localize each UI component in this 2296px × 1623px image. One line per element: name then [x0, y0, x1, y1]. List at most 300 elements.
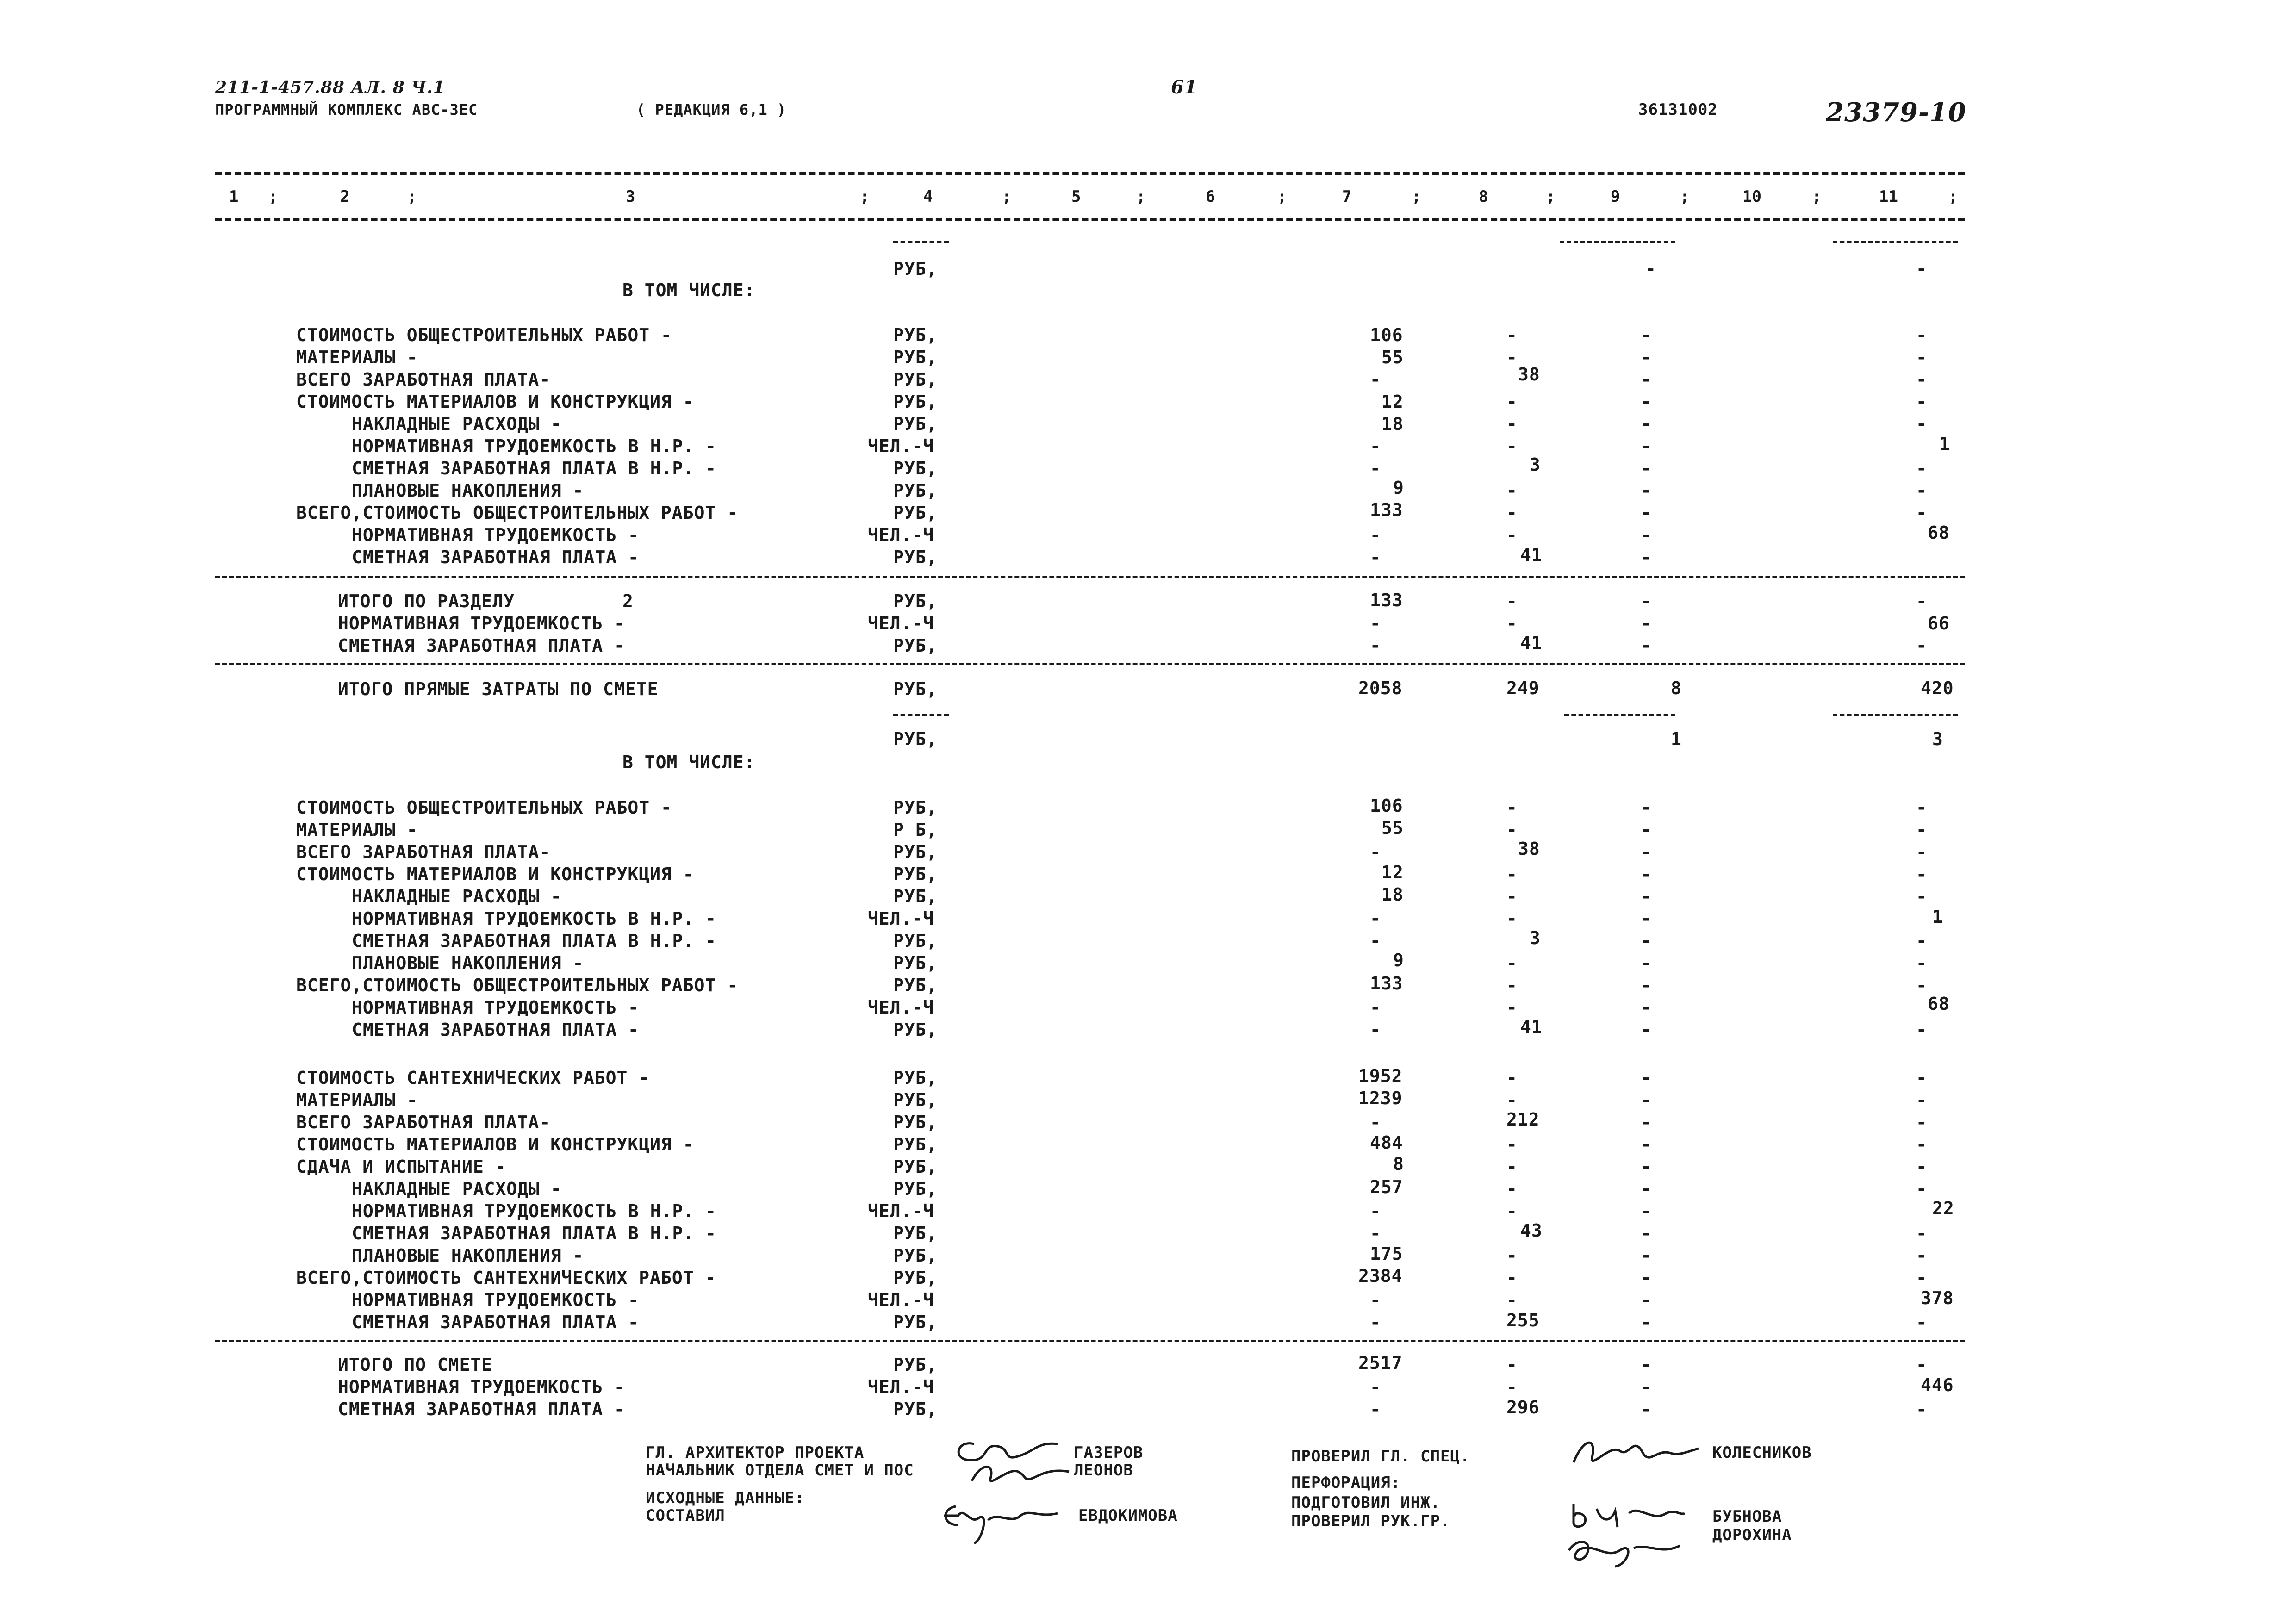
column-divider: ; [407, 187, 417, 206]
value-cell: - [1645, 259, 1656, 279]
value-cell: 420 [1921, 678, 1954, 698]
row-label: ВСЕГО ЗАРАБОТНАЯ ПЛАТА- [296, 842, 551, 862]
value-cell: - [1506, 392, 1518, 412]
value-cell: 9 [1393, 950, 1404, 970]
row-label: СМЕТНАЯ ЗАРАБОТНАЯ ПЛАТА - [352, 547, 639, 567]
value-cell: 8 [1393, 1154, 1404, 1174]
row-label: СМЕТНАЯ ЗАРАБОТНАЯ ПЛАТА - [352, 1020, 639, 1040]
row-label: ПЛАНОВЫЕ НАКОПЛЕНИЯ - [352, 480, 584, 501]
unit-cell: РУБ, [893, 347, 938, 367]
column-number: 7 [1342, 187, 1352, 206]
value-cell: 41 [1520, 545, 1543, 565]
column-divider: ; [1277, 187, 1287, 206]
value-cell: - [1916, 953, 1927, 973]
value-cell: - [1641, 392, 1652, 412]
column-divider: ; [860, 187, 870, 206]
unit-cell: РУБ, [893, 1134, 938, 1155]
value-cell: 2058 [1358, 678, 1403, 698]
row-label: СТОИМОСТЬ ОБЩЕСТРОИТЕЛЬНЫХ РАБОТ - [296, 797, 672, 818]
value-cell: - [1916, 1020, 1927, 1040]
unit-cell: ЧЕЛ.-Ч [868, 997, 934, 1018]
value-cell: 12 [1381, 392, 1404, 412]
value-cell: - [1641, 1112, 1652, 1132]
column-number: 11 [1879, 187, 1898, 206]
value-cell: - [1506, 1245, 1518, 1266]
column-number: 3 [626, 187, 635, 206]
unit-cell: РУБ, [893, 1268, 938, 1288]
value-cell: - [1641, 369, 1652, 390]
row-label: СМЕТНАЯ ЗАРАБОТНАЯ ПЛАТА - [352, 1312, 639, 1332]
value-cell: - [1641, 1399, 1652, 1419]
value-cell: - [1916, 458, 1927, 479]
row-label: НОРМАТИВНАЯ ТРУДОЕМКОСТЬ - [352, 1290, 639, 1310]
value-cell: - [1916, 414, 1927, 434]
value-cell: 106 [1370, 796, 1403, 816]
value-cell: 1 [1671, 729, 1682, 749]
row-label: НОРМАТИВНАЯ ТРУДОЕМКОСТЬ - [338, 1377, 625, 1397]
value-cell: - [1506, 414, 1518, 434]
value-cell: 9 [1393, 478, 1404, 498]
value-cell: 212 [1506, 1109, 1540, 1130]
value-cell: - [1370, 525, 1381, 545]
value-cell: 249 [1506, 678, 1540, 698]
unit-cell: ЧЕЛ.-Ч [868, 1290, 934, 1310]
row-label: ВСЕГО,СТОИМОСТЬ ОБЩЕСТРОИТЕЛЬНЫХ РАБОТ - [296, 503, 739, 523]
value-cell: - [1506, 325, 1518, 345]
document-code: 36131002 [1638, 100, 1718, 119]
unit-cell: РУБ, [893, 842, 938, 862]
value-cell: - [1641, 1377, 1652, 1397]
unit-cell: РУБ, [893, 1090, 938, 1110]
value-cell: - [1370, 1377, 1381, 1397]
unit-cell: РУБ, [893, 953, 938, 973]
prepared-by-name: БУБНОВА [1712, 1507, 1782, 1526]
unit-cell: РУБ, [893, 931, 938, 951]
handwritten-signature [967, 1458, 1074, 1490]
value-cell: 41 [1520, 1017, 1543, 1037]
column-divider: ; [1812, 187, 1822, 206]
value-cell: 133 [1370, 500, 1403, 520]
value-cell: - [1506, 1157, 1518, 1177]
value-cell: - [1506, 480, 1518, 501]
value-cell: 38 [1518, 364, 1540, 385]
value-cell: - [1641, 1068, 1652, 1088]
value-cell: - [1506, 503, 1518, 523]
value-cell: - [1641, 635, 1652, 656]
value-cell: - [1506, 1355, 1518, 1375]
column-divider: ; [1136, 187, 1146, 206]
row-label: НАКЛАДНЫЕ РАСХОДЫ - [352, 414, 562, 434]
value-cell: - [1641, 1020, 1652, 1040]
value-cell: - [1370, 1201, 1381, 1221]
value-cell: - [1916, 1312, 1927, 1332]
row-label: ВСЕГО,СТОИМОСТЬ САНТЕХНИЧЕСКИХ РАБОТ - [296, 1268, 716, 1288]
unit-cell: РУБ, [893, 1157, 938, 1177]
value-cell: - [1641, 975, 1652, 995]
value-cell: - [1916, 1068, 1927, 1088]
value-cell: - [1506, 1268, 1518, 1288]
row-label: СМЕТНАЯ ЗАРАБОТНАЯ ПЛАТА - [338, 635, 625, 656]
column-number: 6 [1206, 187, 1215, 206]
value-cell: - [1641, 1134, 1652, 1155]
value-cell: - [1506, 1201, 1518, 1221]
value-cell: 175 [1370, 1244, 1403, 1264]
column-number: 8 [1479, 187, 1488, 206]
value-cell: - [1916, 842, 1927, 862]
row-label: ИТОГО ПО РАЗДЕЛУ [338, 591, 515, 611]
row-label: СТОИМОСТЬ САНТЕХНИЧЕСКИХ РАБОТ - [296, 1068, 650, 1088]
compiled-by-name: ЕВДОКИМОВА [1078, 1506, 1178, 1525]
value-cell: - [1916, 975, 1927, 995]
unit-cell: РУБ, [893, 259, 938, 279]
unit-cell: РУБ, [893, 1355, 938, 1375]
column-divider: ; [1412, 187, 1421, 206]
inventory-stamp: 23379-10 [1826, 97, 1966, 128]
unit-cell: РУБ, [893, 503, 938, 523]
value-cell: - [1641, 414, 1652, 434]
value-cell: - [1916, 1223, 1927, 1244]
value-cell: - [1641, 1201, 1652, 1221]
value-cell: - [1506, 820, 1518, 840]
value-cell: - [1506, 1090, 1518, 1110]
row-label: НОРМАТИВНАЯ ТРУДОЕМКОСТЬ В Н.Р. - [352, 1201, 716, 1221]
value-cell: 133 [1370, 973, 1403, 994]
value-cell: 446 [1921, 1375, 1954, 1395]
value-cell: - [1641, 1245, 1652, 1266]
value-cell: - [1916, 1179, 1927, 1199]
chief-architect-name: ГАЗЕРОВ [1074, 1443, 1144, 1462]
row-label: НАКЛАДНЫЕ РАСХОДЫ - [352, 886, 562, 907]
value-cell: - [1916, 797, 1927, 818]
column-number: 5 [1071, 187, 1081, 206]
value-cell: - [1370, 458, 1381, 479]
value-cell: - [1641, 1312, 1652, 1332]
value-cell: - [1916, 1134, 1927, 1155]
unit-cell: РУБ, [893, 1223, 938, 1244]
unit-cell: ЧЕЛ.-Ч [868, 1377, 934, 1397]
value-cell: - [1370, 1399, 1381, 1419]
perforation-label: ПЕРФОРАЦИЯ: [1291, 1474, 1401, 1492]
value-cell: 8 [1671, 678, 1682, 698]
value-cell: 1 [1939, 434, 1950, 454]
row-label: НОРМАТИВНАЯ ТРУДОЕМКОСТЬ - [338, 613, 625, 634]
column-divider: ; [1546, 187, 1556, 206]
value-cell: - [1506, 613, 1518, 634]
unit-cell: РУБ, [893, 864, 938, 884]
row-label: ВСЕГО,СТОИМОСТЬ ОБЩЕСТРОИТЕЛЬНЫХ РАБОТ - [296, 975, 739, 995]
value-cell: - [1916, 1157, 1927, 1177]
value-cell: - [1641, 1268, 1652, 1288]
unit-cell: ЧЕЛ.-Ч [868, 908, 934, 929]
value-cell: - [1641, 1090, 1652, 1110]
section-rule [215, 1340, 1965, 1342]
row-label: НАКЛАДНЫЕ РАСХОДЫ - [352, 1179, 562, 1199]
column-number: 1 [229, 187, 239, 206]
value-cell: - [1506, 347, 1518, 367]
value-cell: 68 [1928, 994, 1950, 1014]
value-cell: - [1916, 931, 1927, 951]
value-cell: - [1506, 1377, 1518, 1397]
unit-cell: РУБ, [893, 975, 938, 995]
value-cell: 3 [1530, 928, 1541, 948]
row-label: МАТЕРИАЛЫ - [296, 347, 418, 367]
value-cell: 18 [1381, 884, 1404, 905]
column-number: 9 [1611, 187, 1620, 206]
value-cell: 68 [1928, 522, 1950, 543]
program-name: ПРОГРАММНЫЙ КОМПЛЕКС АВС-3ЕС [215, 101, 478, 118]
value-cell: 106 [1370, 325, 1403, 345]
unit-cell: ЧЕЛ.-Ч [868, 525, 934, 545]
unit-cell: РУБ, [893, 1020, 938, 1040]
value-cell: - [1370, 1112, 1381, 1132]
value-cell: 55 [1381, 347, 1404, 367]
value-cell: - [1916, 1090, 1927, 1110]
unit-cell: РУБ, [893, 480, 938, 501]
value-cell: - [1370, 1312, 1381, 1332]
value-cell: - [1641, 997, 1652, 1018]
unit-cell: РУБ, [893, 1312, 938, 1332]
value-cell: - [1506, 591, 1518, 611]
value-cell: 22 [1932, 1198, 1954, 1219]
column-underline [1560, 241, 1675, 243]
value-cell: - [1641, 613, 1652, 634]
value-cell: - [1916, 1399, 1927, 1419]
page-number: 61 [1171, 76, 1198, 98]
unit-cell: РУБ, [893, 1112, 938, 1132]
column-number: 10 [1742, 187, 1761, 206]
value-cell: 296 [1506, 1397, 1540, 1418]
row-label: НОРМАТИВНАЯ ТРУДОЕМКОСТЬ В Н.Р. - [352, 908, 716, 929]
value-cell: 38 [1518, 839, 1540, 859]
value-cell: 66 [1928, 613, 1950, 634]
row-label: СМЕТНАЯ ЗАРАБОТНАЯ ПЛАТА - [338, 1399, 625, 1419]
row-label: СТОИМОСТЬ МАТЕРИАЛОВ И КОНСТРУКЦИЯ - [296, 864, 694, 884]
row-label: СТОИМОСТЬ МАТЕРИАЛОВ И КОНСТРУКЦИЯ - [296, 392, 694, 412]
group-check-name: ДОРОХИНА [1712, 1526, 1792, 1544]
unit-cell: РУБ, [893, 547, 938, 567]
row-label: НОРМАТИВНАЯ ТРУДОЕМКОСТЬ В Н.Р. - [352, 436, 716, 456]
value-cell: 2517 [1358, 1353, 1403, 1373]
unit-cell: РУБ, [893, 458, 938, 479]
row-label: СТОИМОСТЬ МАТЕРИАЛОВ И КОНСТРУКЦИЯ - [296, 1134, 694, 1155]
row-label: СМЕТНАЯ ЗАРАБОТНАЯ ПЛАТА В Н.Р. - [352, 931, 716, 951]
value-cell: - [1641, 547, 1652, 567]
value-cell: - [1641, 842, 1652, 862]
unit-cell: РУБ, [893, 635, 938, 656]
section-rule [215, 663, 1965, 665]
unit-cell: РУБ, [893, 797, 938, 818]
handwritten-signature [937, 1497, 1071, 1548]
value-cell: - [1641, 347, 1652, 367]
value-cell: - [1916, 1268, 1927, 1288]
value-cell: - [1641, 458, 1652, 479]
value-cell: - [1641, 886, 1652, 907]
value-cell: - [1370, 1223, 1381, 1244]
value-cell: - [1916, 325, 1927, 345]
value-cell: - [1916, 591, 1927, 611]
column-divider: ; [1680, 187, 1690, 206]
value-cell: - [1641, 931, 1652, 951]
unit-cell: РУБ, [893, 1399, 938, 1419]
document-reference: 211-1-457.88 АЛ. 8 Ч.1 [215, 78, 445, 97]
row-label: НОРМАТИВНАЯ ТРУДОЕМКОСТЬ - [352, 997, 639, 1018]
unit-cell: РУБ, [893, 679, 938, 699]
column-underline [893, 714, 949, 716]
dept-head-label: НАЧАЛЬНИК ОТДЕЛА СМЕТ И ПОС [646, 1461, 914, 1480]
compiled-by-label: СОСТАВИЛ [646, 1506, 725, 1525]
unit-cell: РУБ, [893, 1179, 938, 1199]
row-label: СТОИМОСТЬ ОБЩЕСТРОИТЕЛЬНЫХ РАБОТ - [296, 325, 672, 345]
handwritten-signature [1560, 1495, 1689, 1532]
value-cell: - [1506, 1179, 1518, 1199]
value-cell: - [1370, 613, 1381, 634]
value-cell: 43 [1520, 1220, 1543, 1241]
column-number: 2 [340, 187, 350, 206]
value-cell: - [1506, 1290, 1518, 1310]
value-cell: 2384 [1358, 1266, 1403, 1286]
column-divider: ; [268, 187, 278, 206]
row-label: СМЕТНАЯ ЗАРАБОТНАЯ ПЛАТА В Н.Р. - [352, 458, 716, 479]
row-label: ПЛАНОВЫЕ НАКОПЛЕНИЯ - [352, 953, 584, 973]
value-cell: - [1916, 1245, 1927, 1266]
value-cell: - [1916, 369, 1927, 390]
value-cell: - [1641, 591, 1652, 611]
row-label: ИТОГО ПО СМЕТЕ [338, 1355, 493, 1375]
section-heading: В ТОМ ЧИСЛЕ: [622, 752, 755, 772]
value-cell: - [1370, 436, 1381, 456]
value-cell: 257 [1370, 1177, 1403, 1197]
value-cell: - [1916, 820, 1927, 840]
row-label: ВСЕГО ЗАРАБОТНАЯ ПЛАТА- [296, 1112, 551, 1132]
unit-cell: РУБ, [893, 1068, 938, 1088]
value-cell: - [1641, 1290, 1652, 1310]
unit-cell: РУБ, [893, 369, 938, 390]
value-cell: - [1370, 997, 1381, 1018]
value-cell: - [1641, 797, 1652, 818]
column-underline [1564, 714, 1675, 716]
dept-head-name: ЛЕОНОВ [1074, 1461, 1133, 1480]
column-number: 4 [923, 187, 933, 206]
header-bottom-rule [215, 218, 1965, 221]
value-cell: - [1370, 931, 1381, 951]
value-cell: - [1506, 997, 1518, 1018]
unit-cell: РУБ, [893, 392, 938, 412]
row-label: МАТЕРИАЛЫ - [296, 820, 418, 840]
value-cell: - [1506, 1134, 1518, 1155]
value-cell: - [1641, 953, 1652, 973]
value-cell: - [1506, 436, 1518, 456]
value-cell: 1 [1932, 907, 1943, 927]
row-label: МАТЕРИАЛЫ - [296, 1090, 418, 1110]
handwritten-signature [1560, 1527, 1689, 1569]
value-cell: - [1916, 259, 1927, 279]
row-label: ПЛАНОВЫЕ НАКОПЛЕНИЯ - [352, 1245, 584, 1266]
group-check-label: ПРОВЕРИЛ РУК.ГР. [1291, 1512, 1450, 1530]
value-cell: - [1641, 1179, 1652, 1199]
value-cell: 18 [1381, 414, 1404, 434]
value-cell: - [1641, 820, 1652, 840]
value-cell: - [1916, 392, 1927, 412]
row-label: СДАЧА И ИСПЫТАНИЕ - [296, 1157, 506, 1177]
edition-label: ( РЕДАКЦИЯ 6,1 ) [636, 101, 787, 118]
value-cell: - [1370, 908, 1381, 929]
value-cell: - [1370, 635, 1381, 656]
unit-cell: РУБ, [893, 886, 938, 907]
source-data-label: ИСХОДНЫЕ ДАННЫЕ: [646, 1489, 805, 1507]
value-cell: - [1641, 864, 1652, 884]
row-label: СМЕТНАЯ ЗАРАБОТНАЯ ПЛАТА В Н.Р. - [352, 1223, 716, 1244]
value-cell: 378 [1921, 1288, 1954, 1308]
value-cell: 41 [1520, 633, 1543, 653]
value-cell: 3 [1530, 454, 1541, 475]
value-cell: - [1641, 908, 1652, 929]
row-label: ИТОГО ПРЯМЫЕ ЗАТРАТЫ ПО СМЕТЕ [338, 679, 659, 699]
value-cell: 12 [1381, 862, 1404, 883]
value-cell: - [1370, 1290, 1381, 1310]
value-cell: - [1916, 886, 1927, 907]
prepared-by-label: ПОДГОТОВИЛ ИНЖ. [1291, 1493, 1441, 1512]
value-cell: - [1506, 953, 1518, 973]
value-cell: 1239 [1358, 1088, 1403, 1108]
column-underline [1833, 714, 1958, 716]
checked-by-name: КОЛЕСНИКОВ [1712, 1443, 1812, 1462]
value-cell: - [1916, 635, 1927, 656]
value-cell: 3 [1932, 729, 1943, 749]
section-rule [215, 576, 1965, 578]
value-cell: - [1916, 1355, 1927, 1375]
section-number: 2 [622, 591, 634, 611]
value-cell: - [1641, 436, 1652, 456]
unit-cell: Р Б, [893, 820, 938, 840]
value-cell: - [1506, 1068, 1518, 1088]
value-cell: - [1641, 1223, 1652, 1244]
column-divider: ; [1002, 187, 1012, 206]
value-cell: - [1641, 525, 1652, 545]
value-cell: - [1916, 503, 1927, 523]
unit-cell: ЧЕЛ.-Ч [868, 1201, 934, 1221]
value-cell: - [1506, 908, 1518, 929]
value-cell: 133 [1370, 590, 1403, 610]
unit-cell: РУБ, [893, 325, 938, 345]
row-label: НОРМАТИВНАЯ ТРУДОЕМКОСТЬ - [352, 525, 639, 545]
value-cell: - [1916, 1112, 1927, 1132]
checked-by-label: ПРОВЕРИЛ ГЛ. СПЕЦ. [1291, 1447, 1470, 1466]
value-cell: 255 [1506, 1310, 1540, 1331]
value-cell: - [1370, 369, 1381, 390]
unit-cell: РУБ, [893, 1245, 938, 1266]
column-underline [893, 241, 949, 243]
value-cell: 1952 [1358, 1066, 1403, 1086]
column-divider: ; [1948, 187, 1958, 206]
chief-architect-label: ГЛ. АРХИТЕКТОР ПРОЕКТА [646, 1443, 865, 1462]
value-cell: - [1916, 864, 1927, 884]
value-cell: - [1506, 975, 1518, 995]
header-top-rule [215, 172, 1965, 175]
value-cell: - [1916, 347, 1927, 367]
unit-cell: ЧЕЛ.-Ч [868, 613, 934, 634]
value-cell: - [1506, 525, 1518, 545]
value-cell: - [1370, 842, 1381, 862]
value-cell: 484 [1370, 1132, 1403, 1153]
value-cell: - [1370, 547, 1381, 567]
row-label: ВСЕГО ЗАРАБОТНАЯ ПЛАТА- [296, 369, 551, 390]
value-cell: - [1641, 503, 1652, 523]
value-cell: - [1506, 864, 1518, 884]
value-cell: - [1641, 325, 1652, 345]
value-cell: - [1506, 886, 1518, 907]
unit-cell: РУБ, [893, 414, 938, 434]
value-cell: - [1641, 480, 1652, 501]
